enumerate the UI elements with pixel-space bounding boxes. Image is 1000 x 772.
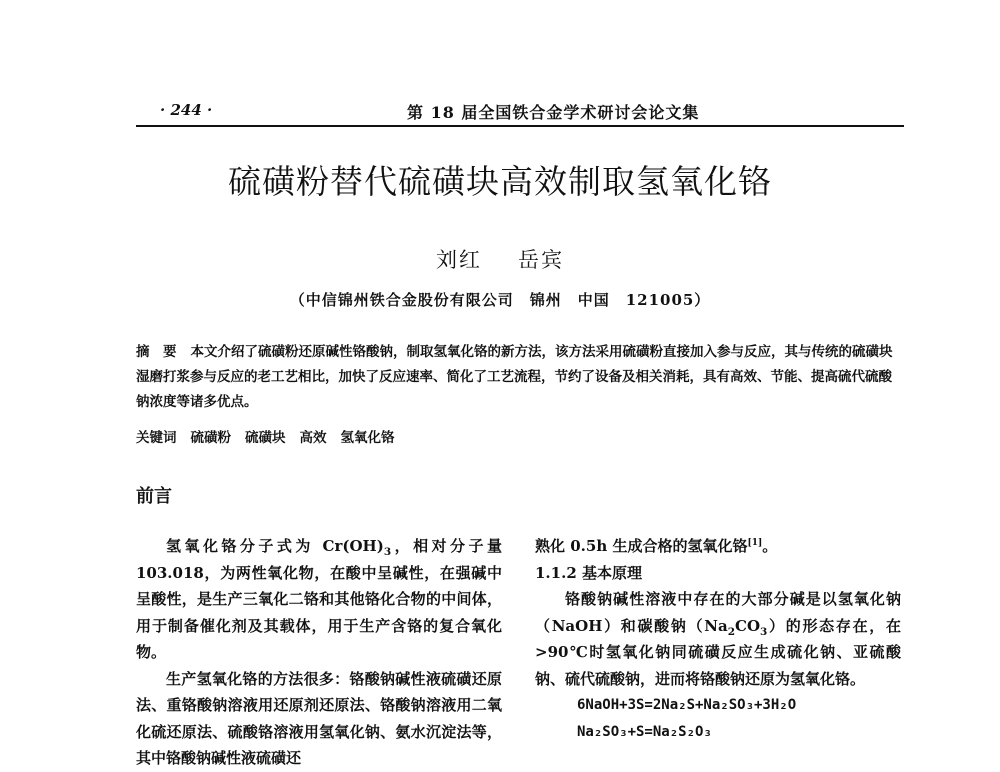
citation-ref: [1] <box>747 538 763 548</box>
keyword: 硫磺粉 <box>190 430 231 446</box>
paragraph: 铬酸钠碱性溶液中存在的大部分碱是以氢氧化钠（NaOH）和碳酸钠$(Na_2CO_3)$的形态存在，在>90℃时氢氧化钠同硫磺反应生成硫化钠、亚硫酸钠、硫代硫酸钠，进而将铬酸钠还原为氢氧化铬。 <box>535 590 901 688</box>
affiliation: （中信锦州铁合金股份有限公司 锦州 中国 121005） <box>289 291 711 309</box>
paragraph: 生产氢氧化铬的方法很多：铬酸钠碱性液硫磺还原法、重铬酸钠溶液用还原剂还原法、铬酸钠溶液用二氧化硫还原法、硫酸铬溶液用氢氧化钠、氨水沉淀法等，其中铬酸钠碱性液硫磺还 <box>136 669 502 767</box>
author-1: 刘红 <box>436 248 482 272</box>
section-heading: 前言 <box>136 486 172 507</box>
paragraph: 熟化 0.5h 生成合格的氢氧化铬[1]。 <box>535 537 778 555</box>
keyword: 硫磺块 <box>245 430 286 446</box>
equation: Na₂SO₃+S=Na₂S₂O₃ <box>577 723 712 740</box>
equation: 6NaOH+3S=2Na₂S+Na₂SO₃+3H₂O <box>577 697 797 713</box>
left-column <box>136 533 502 772</box>
keyword: 高效 <box>299 430 327 446</box>
paper-title: 硫磺粉替代硫磺块高效制取氢氧化铬 <box>228 162 772 201</box>
abstract-text: 本文介绍了硫磺粉还原碱性铬酸钠，制取氢氧化铬的新方法，该方法采用硫磺粉直接加入参与反应，其与传统的硫磺块湿磨打浆参与反应的老工艺相比，加快了反应速率、简化了工艺流程，节约了设备及相关消耗，具有高效、节能、提高硫代硫酸钠浓度等诸多优点。 <box>136 344 893 410</box>
authors <box>0 244 1000 274</box>
page-number: · 244 · <box>160 101 213 119</box>
right-column <box>535 533 901 745</box>
abstract <box>136 340 902 415</box>
subsection-heading: 1.1.2 基本原理 <box>535 563 642 582</box>
author-2: 岳宾 <box>518 248 564 272</box>
paragraph: 氢氧化铬分子式为 $Cr(OH)_3$，相对分子量 103.018，为两性氧化物，在酸中呈碱性，在强碱中呈酸性，是生产三氧化二铬和其他铬化合物的中间体，用于制备催化剂及其载体，用于生产含铬的复合氧化物。 <box>136 537 502 661</box>
abstract-label: 摘 要 <box>136 344 177 360</box>
keywords <box>136 426 902 446</box>
keywords-label: 关键词 <box>136 430 177 446</box>
keyword: 氢氧化铬 <box>340 430 395 446</box>
header-rule <box>136 125 904 127</box>
proceedings-title: 第 18 届全国铁合金学术研讨会论文集 <box>407 103 700 122</box>
